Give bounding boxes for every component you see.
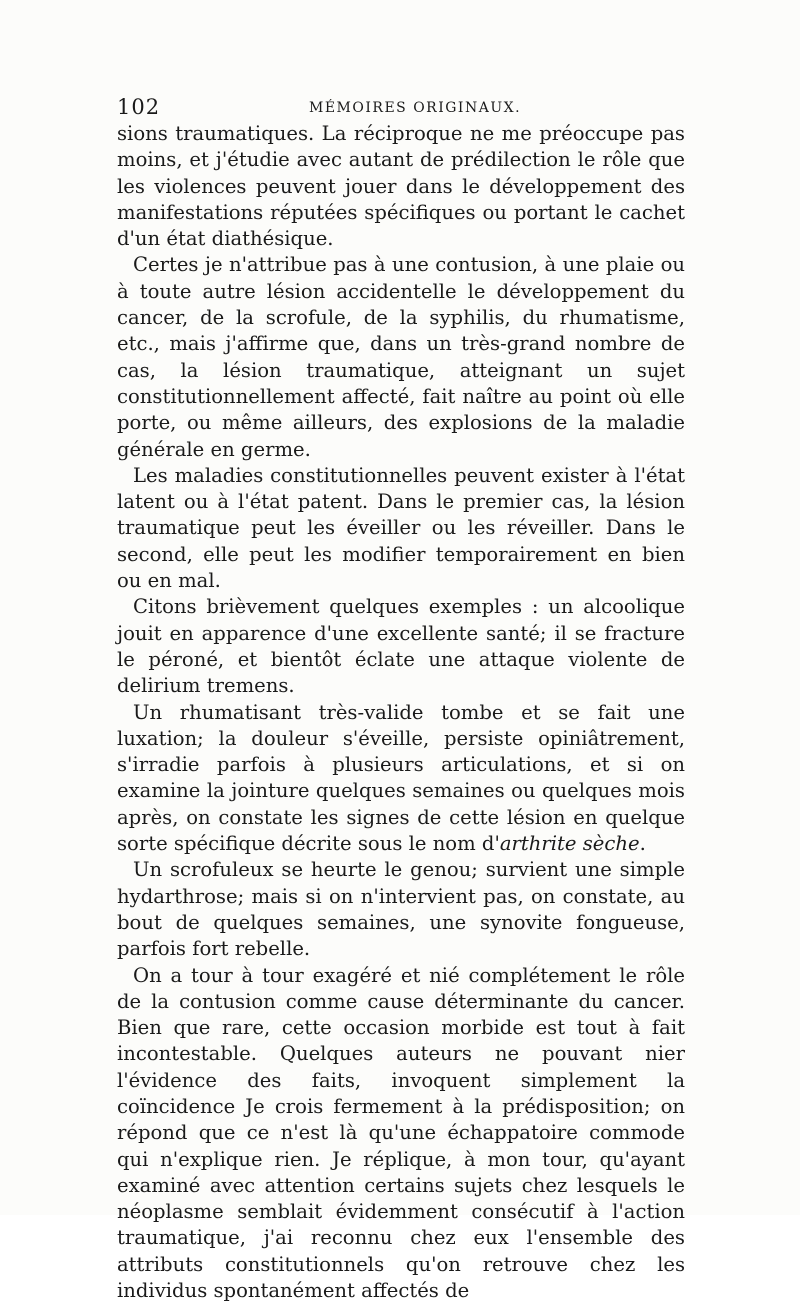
paragraph: Un scrofuleux se heurte le genou; survient une simple hydarthrose; mais si on n'intervient pas, on constate, au bout de quelques semaines, une synovite fongueuse, parfois fort rebelle. [117, 857, 685, 962]
paragraph-text: Un rhumatisant très-valide tombe et se fait une luxation; la douleur s'éveille, persiste opiniâtrement, s'irradie parfois à plusieurs articulations, et si on examine la jointure quelques semaines ou quelques mois après, on constate les signes de cette lésion en quelque sorte spécifique décrite sous le nom d' [117, 701, 685, 855]
paragraph: Citons brièvement quelques exemples : un alcoolique jouit en apparence d'une excellente santé; il se fracture le péroné, et bientôt éclate une attaque violente de delirium tremens. [117, 594, 685, 699]
paragraph: Les maladies constitutionnelles peuvent exister à l'état latent ou à l'état patent. Dans le premier cas, la lésion traumatique peut les éveiller ou les réveiller. Dans le second, elle peut les modifier temporairement en bien ou en mal. [117, 463, 685, 594]
paragraph: sions traumatiques. La réciproque ne me préoccupe pas moins, et j'étudie avec autant de prédilection le rôle que les violences peuvent jouer dans le développement des manifestations réputées spécifiques ou portant le cachet d'un état diathésique. [117, 121, 685, 252]
page-header [117, 95, 687, 123]
paragraph-text: . [640, 832, 646, 855]
paragraph: Certes je n'attribue pas à une contusion, à une plaie ou à toute autre lésion accidentelle le développement du cancer, de la scrofule, de la syphilis, du rhumatisme, etc., mais j'affirme que, dans un très-grand nombre de cas, la lésion traumatique, atteignant un sujet constitutionnellement affecté, fait naître au point où elle porte, ou même ailleurs, des explosions de la maladie générale en germe. [117, 252, 685, 462]
page-number: 102 [117, 95, 160, 119]
body-text [117, 121, 685, 1304]
paragraph [117, 700, 685, 858]
italic-term: arthrite sèche [500, 832, 640, 855]
paragraph: On a tour à tour exagéré et nié complétement le rôle de la contusion comme cause déterminante du cancer. Bien que rare, cette occasion morbide est tout à fait incontestable. Quelques auteurs ne pouvant nier l'évidence des faits, invoquent simplement la coïncidence Je crois fermement à la prédisposition; on répond que ce n'est là qu'une échappatoire commode qui n'explique rien. Je réplique, à mon tour, qu'ayant examiné avec attention certains sujets chez lesquels le néoplasme semblait évidemment consécutif à l'action traumatique, j'ai reconnu chez eux l'ensemble des attributs constitutionnels qu'on retrouve chez les individus spontanément affectés de [117, 963, 685, 1304]
running-title: MÉMOIRES ORIGINAUX. [309, 100, 521, 116]
